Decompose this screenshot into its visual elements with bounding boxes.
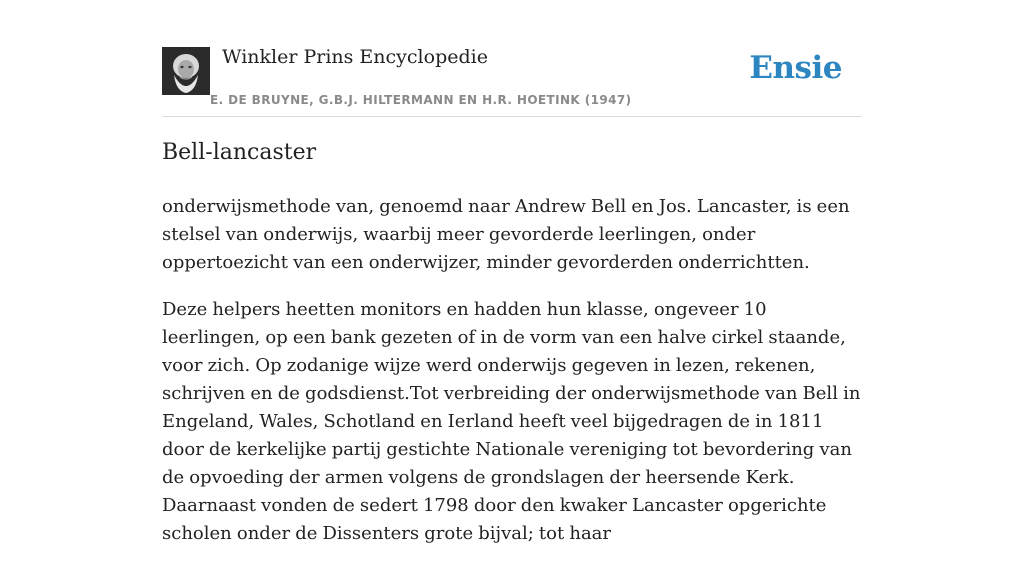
site-title[interactable]: Winkler Prins Encyclopedie [222, 46, 488, 68]
article-body [162, 193, 862, 567]
authors-line: E. DE BRUYNE, G.B.J. HILTERMANN EN H.R. HOETINK (1947) [210, 93, 632, 107]
author-avatar[interactable] [162, 47, 210, 95]
brand-logo[interactable]: Ensie [749, 50, 842, 86]
page [162, 0, 862, 544]
article-paragraph: onderwijsmethode van, genoemd naar Andrew Bell en Jos. Lancaster, is een stelsel van onderwijs, waarbij meer gevorderde leerlingen, onder oppertoezicht van een onderwijzer, minder gevorderden onderrichtten. [162, 196, 850, 273]
article-paragraph: Deze helpers heetten monitors en hadden hun klasse, ongeveer 10 leerlingen, op een bank gezeten of in de vorm van een halve cirkel staande, voor zich. Op zodanige wijze werd onderwijs gegeven in lezen, rekenen, schrijven en de godsdienst.Tot verbreiding der onderwijsmethode van Bell in Engeland, Wales, Schotland en Ierland heeft veel bijgedragen de in 1811 door de kerkelijke partij gestichte Nationale vereniging tot bevordering van de opvoeding der armen volgens de grondslagen der heersende Kerk. Daarnaast vonden de sedert 1798 door den kwaker Lancaster opgerichte scholen onder de Dissenters grote bijval; tot haar [162, 299, 861, 544]
article-title: Bell-lancaster [162, 140, 317, 165]
site-header [162, 0, 862, 117]
portrait-icon [162, 47, 210, 95]
